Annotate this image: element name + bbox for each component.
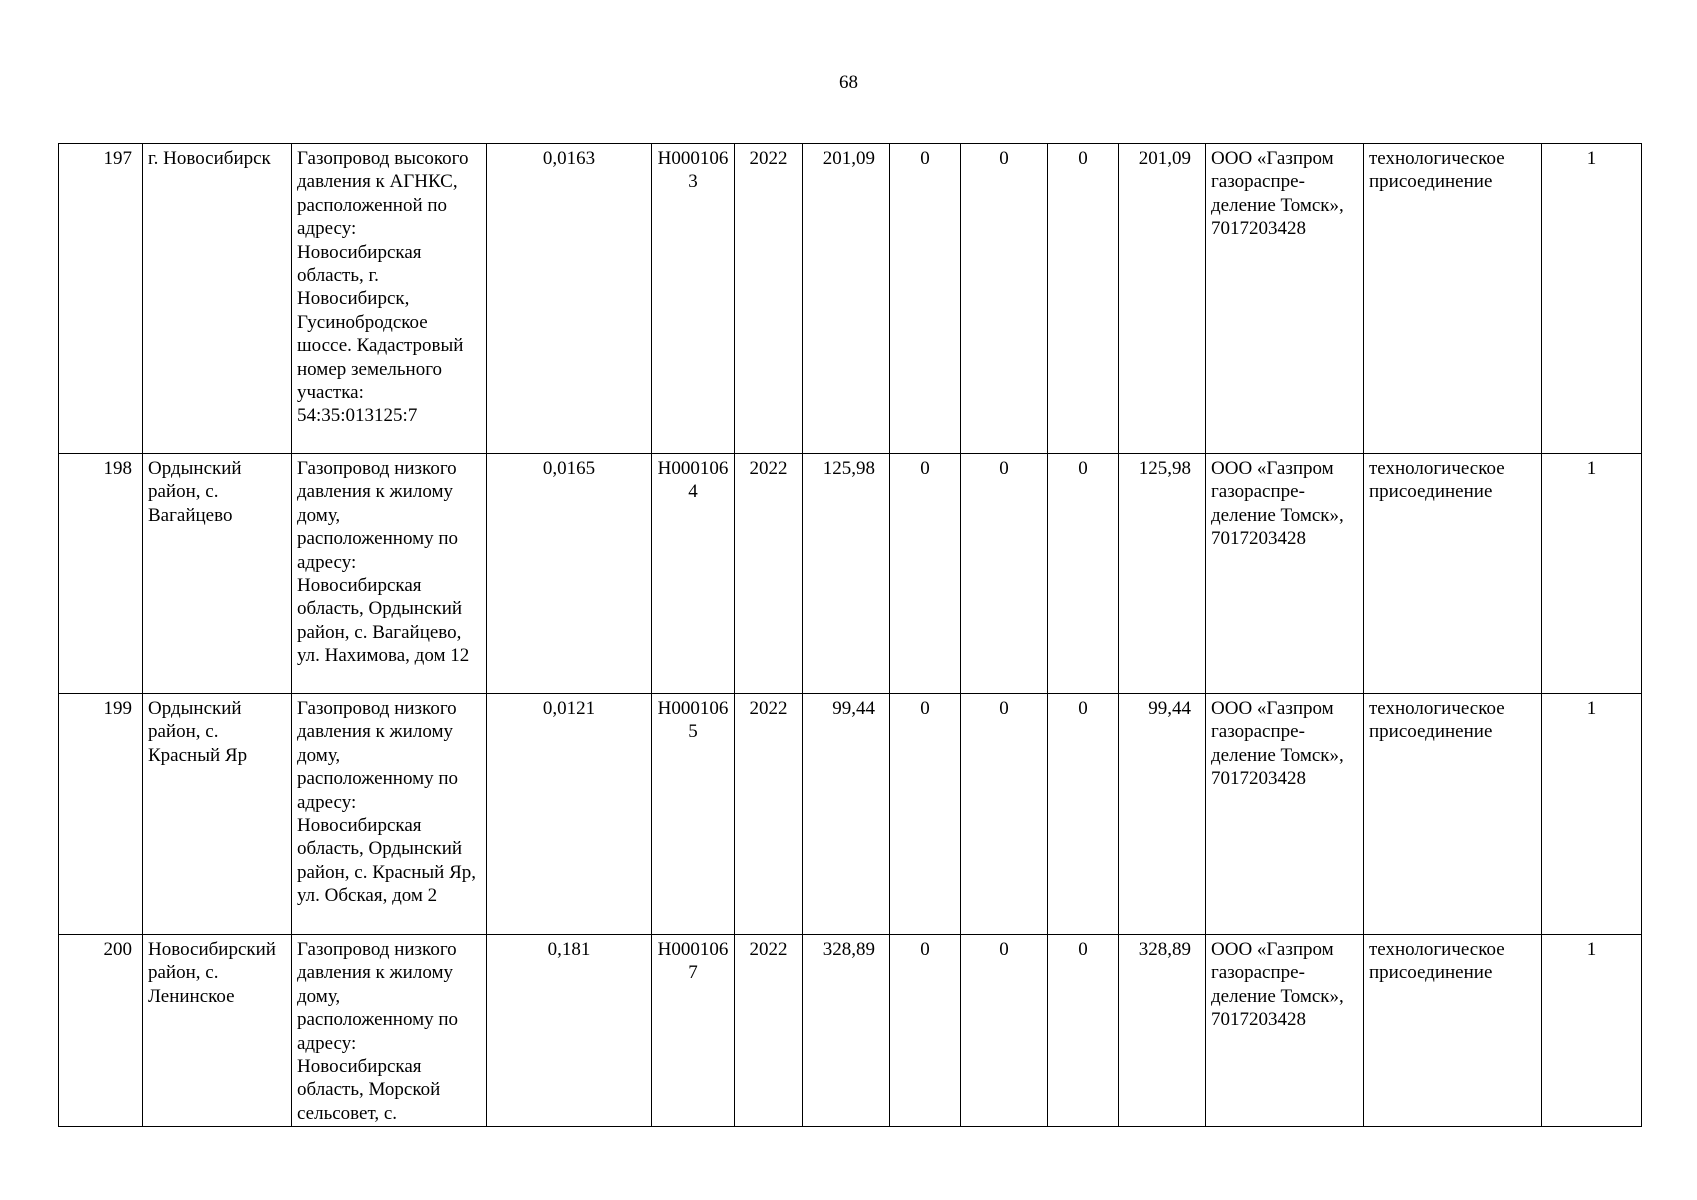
value-cell: 0 xyxy=(1048,935,1119,1127)
value-cell: 0 xyxy=(890,454,961,694)
count-cell: 1 xyxy=(1542,454,1642,694)
year-cell: 2022 xyxy=(735,694,803,935)
row-number: 197 xyxy=(59,144,143,454)
value-cell: 0 xyxy=(890,694,961,935)
row-number: 199 xyxy=(59,694,143,935)
value-cell: 0 xyxy=(961,144,1048,454)
year-cell: 2022 xyxy=(735,935,803,1127)
location-cell: г. Новосибирск xyxy=(143,144,292,454)
objects-table xyxy=(58,143,1642,1127)
row-number: 198 xyxy=(59,454,143,694)
location-cell: Ордынский район, с. Красный Яр xyxy=(143,694,292,935)
description-cell: Газопровод высокого давления к АГНКС, расположенной по адресу: Новосибирская область, г. Новосибирск, Гусинобродское шоссе. Кадастровый номер земельного участка: 54:35:013125:7 xyxy=(292,144,487,454)
value-cell: 0 xyxy=(890,144,961,454)
code-cell: Н0001065 xyxy=(652,694,735,935)
value-cell: 99,44 xyxy=(1119,694,1206,935)
length-cell: 0,0165 xyxy=(487,454,652,694)
value-cell: 0 xyxy=(961,935,1048,1127)
count-cell: 1 xyxy=(1542,694,1642,935)
count-cell: 1 xyxy=(1542,935,1642,1127)
organization-cell: ООО «Газпром газораспре-деление Томск», 7017203428 xyxy=(1206,694,1364,935)
purpose-cell: технологическое присоединение xyxy=(1364,454,1542,694)
length-cell: 0,0121 xyxy=(487,694,652,935)
description-cell: Газопровод низкого давления к жилому дому, расположенному по адресу: Новосибирская область, Ордынский район, с. Вагайцево, ул. Нахимова, дом 12 xyxy=(292,454,487,694)
count-cell: 1 xyxy=(1542,144,1642,454)
location-cell: Ордынский район, с. Вагайцево xyxy=(143,454,292,694)
value-cell: 0 xyxy=(961,454,1048,694)
table-row xyxy=(59,144,1642,454)
value-cell: 201,09 xyxy=(1119,144,1206,454)
total-cell: 201,09 xyxy=(803,144,890,454)
total-cell: 125,98 xyxy=(803,454,890,694)
code-cell: Н0001063 xyxy=(652,144,735,454)
code-cell: Н0001067 xyxy=(652,935,735,1127)
value-cell: 125,98 xyxy=(1119,454,1206,694)
code-cell: Н0001064 xyxy=(652,454,735,694)
value-cell: 0 xyxy=(1048,144,1119,454)
total-cell: 99,44 xyxy=(803,694,890,935)
value-cell: 0 xyxy=(1048,454,1119,694)
table-row xyxy=(59,694,1642,935)
organization-cell: ООО «Газпром газораспре-деление Томск», 7017203428 xyxy=(1206,144,1364,454)
row-number: 200 xyxy=(59,935,143,1127)
purpose-cell: технологическое присоединение xyxy=(1364,935,1542,1127)
organization-cell: ООО «Газпром газораспре-деление Томск», 7017203428 xyxy=(1206,454,1364,694)
length-cell: 0,181 xyxy=(487,935,652,1127)
year-cell: 2022 xyxy=(735,454,803,694)
total-cell: 328,89 xyxy=(803,935,890,1127)
description-cell: Газопровод низкого давления к жилому дому, расположенному по адресу: Новосибирская область, Морской сельсовет, с. xyxy=(292,935,487,1127)
organization-cell: ООО «Газпром газораспре-деление Томск», 7017203428 xyxy=(1206,935,1364,1127)
location-cell: Новосибирский район, с. Ленинское xyxy=(143,935,292,1127)
page-number: 68 xyxy=(839,72,858,93)
table-row xyxy=(59,454,1642,694)
value-cell: 0 xyxy=(890,935,961,1127)
value-cell: 0 xyxy=(961,694,1048,935)
description-cell: Газопровод низкого давления к жилому дому, расположенному по адресу: Новосибирская область, Ордынский район, с. Красный Яр, ул. Обская, дом 2 xyxy=(292,694,487,935)
purpose-cell: технологическое присоединение xyxy=(1364,144,1542,454)
purpose-cell: технологическое присоединение xyxy=(1364,694,1542,935)
year-cell: 2022 xyxy=(735,144,803,454)
length-cell: 0,0163 xyxy=(487,144,652,454)
value-cell: 0 xyxy=(1048,694,1119,935)
value-cell: 328,89 xyxy=(1119,935,1206,1127)
table-row xyxy=(59,935,1642,1127)
